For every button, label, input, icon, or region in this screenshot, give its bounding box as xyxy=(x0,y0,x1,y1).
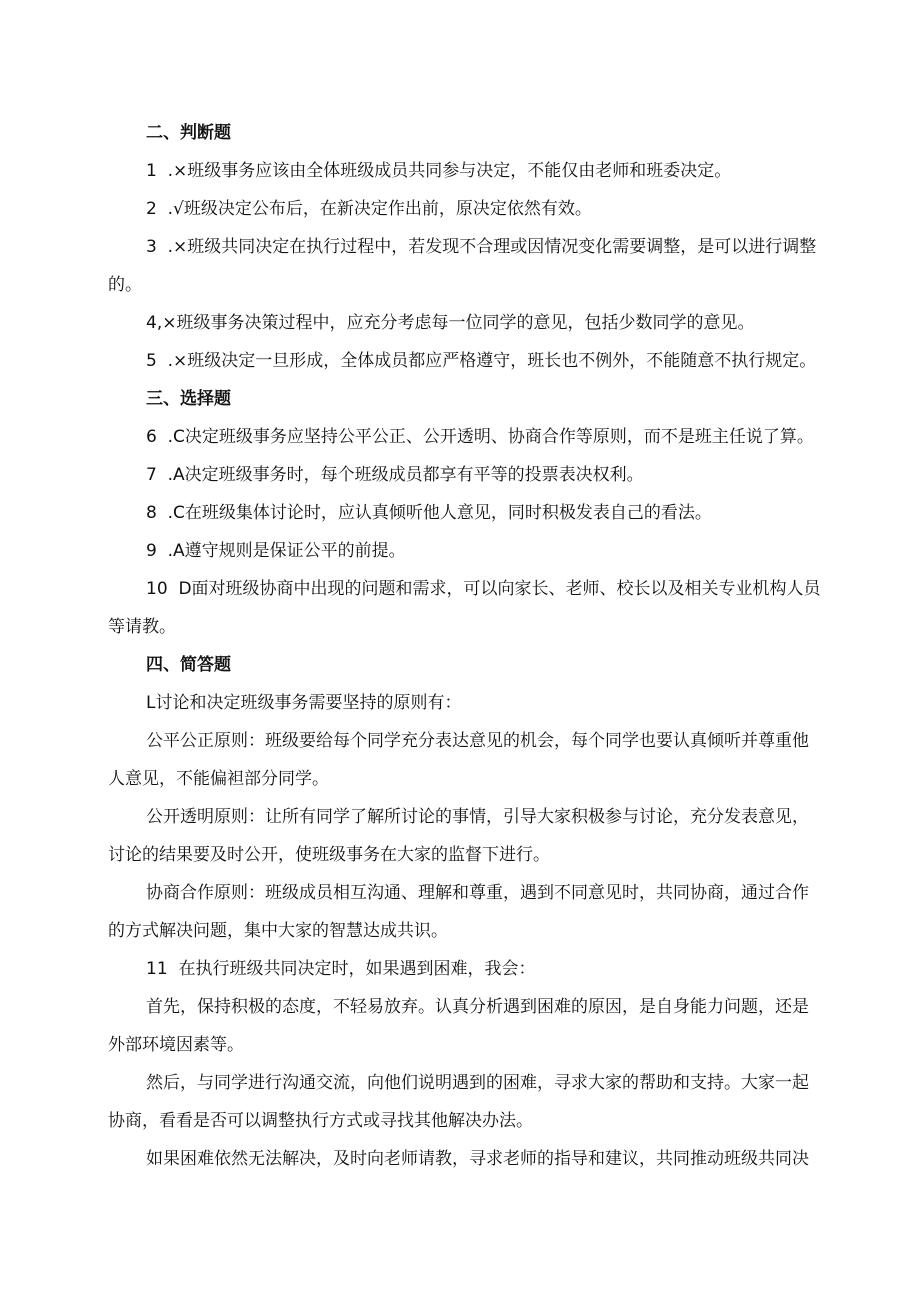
answer-first-line2: 外部环境因素等。 xyxy=(108,1035,244,1055)
choice-item-10: 10 D面对班级协商中出现的问题和需求，可以向家长、老师、校长以及相关专业机构人员 xyxy=(146,579,821,599)
answer-then-line2: 协商，看看是否可以调整执行方式或寻找其他解决办法。 xyxy=(108,1111,533,1131)
judge-item-4: 4,×班级事务决策过程中，应充分考虑每一位同学的意见，包括少数同学的意见。 xyxy=(146,313,755,333)
choice-item-6: 6 .C决定班级事务应坚持公平公正、公开透明、协商合作等原则，而不是班主任说了算。 xyxy=(146,427,814,447)
choice-item-8: 8 .C在班级集体讨论时，应认真倾听他人意见，同时积极发表自己的看法。 xyxy=(146,503,712,523)
choice-item-9: 9 .A遵守规则是保证公平的前提。 xyxy=(146,541,406,561)
choice-item-7: 7 .A决定班级事务时，每个班级成员都享有平等的投票表决权利。 xyxy=(146,465,644,485)
principle-open-line2: 讨论的结果要及时公开，使班级事务在大家的监督下进行。 xyxy=(108,845,550,865)
judge-item-3: 3 .×班级共同决定在执行过程中，若发现不合理或因情况变化需要调整，是可以进行调整 xyxy=(146,237,817,257)
principle-open-line1: 公开透明原则：让所有同学了解所讨论的事情，引导大家积极参与讨论，充分发表意见， xyxy=(146,807,809,827)
section-heading-short: 四、简答题 xyxy=(146,655,231,675)
judge-item-3-cont: 的。 xyxy=(108,275,142,295)
answer-finally-line1: 如果困难依然无法解决，及时向老师请教，寻求老师的指导和建议，共同推动班级共同决 xyxy=(146,1149,809,1169)
principle-fair-line2: 人意见，不能偏袒部分同学。 xyxy=(108,769,329,789)
answer-first-line1: 首先，保持积极的态度，不轻易放弃。认真分析遇到困难的原因，是自身能力问题，还是 xyxy=(146,997,809,1017)
choice-item-10-cont: 等请教。 xyxy=(108,617,176,637)
principle-fair-line1: 公平公正原则：班级要给每个同学充分表达意见的机会，每个同学也要认真倾听并尊重他 xyxy=(146,731,809,751)
judge-item-5: 5 .×班级决定一旦形成，全体成员都应严格遵守，班长也不例外，不能随意不执行规定。 xyxy=(146,351,817,371)
judge-item-2: 2 .√班级决定公布后，在新决定作出前，原决定依然有效。 xyxy=(146,199,592,219)
principle-coop-line1: 协商合作原则：班级成员相互沟通、理解和尊重，遇到不同意见时，共同协商，通过合作 xyxy=(146,883,809,903)
short-q1-intro: L讨论和决定班级事务需要坚持的原则有： xyxy=(146,693,462,713)
short-q2-intro: 11 在执行班级共同决定时，如果遇到困难，我会： xyxy=(146,959,536,979)
document-body xyxy=(108,114,821,1178)
answer-then-line1: 然后，与同学进行沟通交流，向他们说明遇到的困难，寻求大家的帮助和支持。大家一起 xyxy=(146,1073,809,1093)
section-heading-judge: 二、判断题 xyxy=(146,123,231,143)
judge-item-1: 1 .×班级事务应该由全体班级成员共同参与决定，不能仅由老师和班委决定。 xyxy=(146,161,732,181)
section-heading-choice: 三、选择题 xyxy=(146,389,231,409)
principle-coop-line2: 的方式解决问题，集中大家的智慧达成共识。 xyxy=(108,921,448,941)
